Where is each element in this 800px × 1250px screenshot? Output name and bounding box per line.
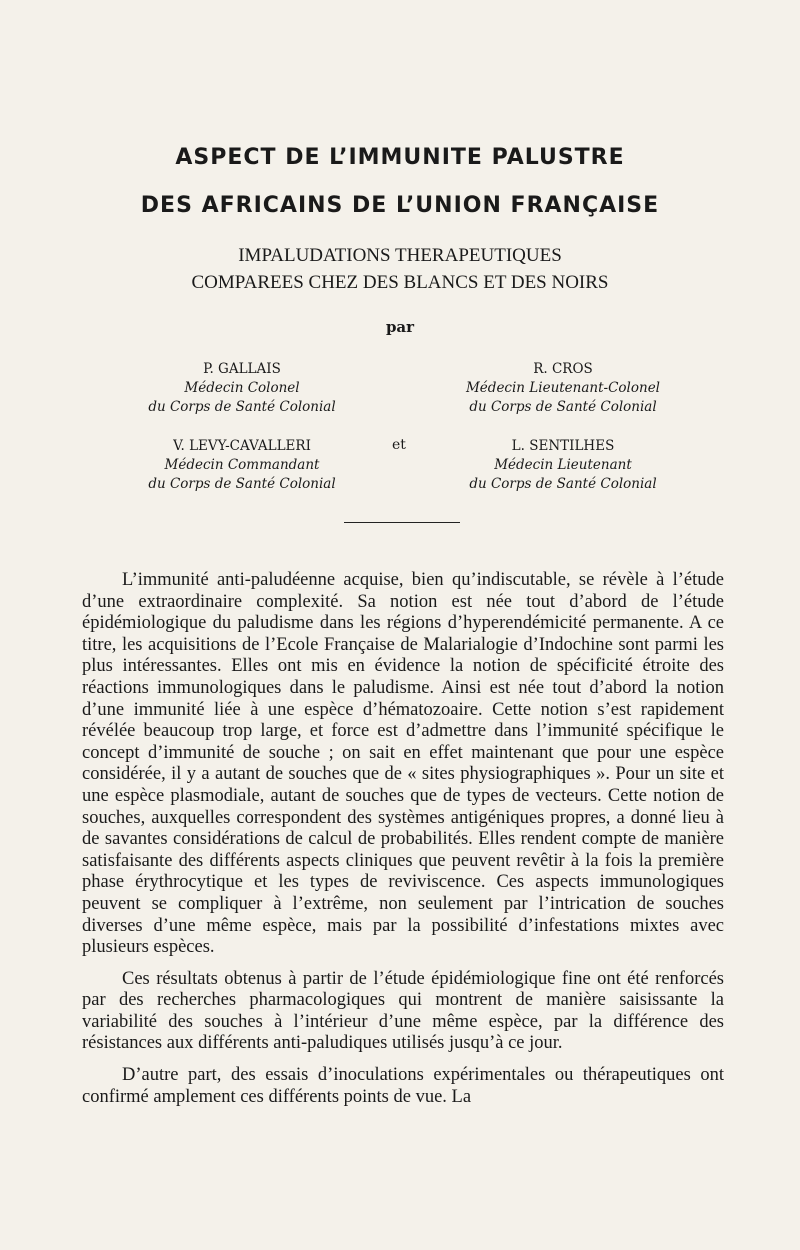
subtitle-line-1: IMPALUDATIONS THERAPEUTIQUES: [238, 245, 562, 266]
body-paragraph: D’autre part, des essais d’inoculations expérimentales ou thérapeutiques ont confirmé amplement ces différents points de vue. La: [82, 1065, 724, 1107]
author-corps: du Corps de Santé Colonial: [148, 476, 336, 492]
author-block: [433, 437, 693, 494]
by-label: par: [385, 318, 415, 336]
body-paragraph: L’immunité anti-paludéenne acquise, bien qu’indiscutable, se révèle à l’étude d’une extraordinaire complexité. Sa notion est née tout d’abord de l’étude épidémiologique du paludisme dans les régions d’hyperendémicité permanente. A ce titre, les acquisitions de l’Ecole Française de Malarialogie d’Indochine sont parmi les plus intéressantes. Elles ont mis en évidence la notion de spécificité étroite des réactions immunologiques dans le paludisme. Ainsi est née tout d’abord la notion d’une immunité liée à une espèce d’hématozoaire. Cette notion s’est rapidement révélée beaucoup trop large, et force est d’admettre dans l’immunité spécifique le concept d’immunité de souche ; on sait en effet maintenant que pour une espèce considérée, il y a autant de souches que de « sites physiographiques ». Pour un site et une espèce plasmodiale, autant de souches que de types de vecteurs. Cette notion de souches, auxquelles correspondent des systèmes antigéniques propres, a donné lieu à de savantes considérations de calcul de probabilités. Elles rendent compte de manière satisfaisante des différents aspects cliniques que peuvent revêtir à la fois la première phase érythrocytique et les types de reviviscence. Ces aspects immunologiques peuvent se compliquer à l’extrême, non seulement par l’intrication de souches diverses d’une même espèce, mais par la possibilité d’infestations mixtes avec plusieurs espèces.: [82, 570, 724, 958]
conjunction-et: et: [392, 437, 406, 453]
author-block: [112, 360, 372, 417]
author-name: R. CROS: [533, 361, 593, 377]
author-name: L. SENTILHES: [511, 438, 615, 454]
title-line-2: DES AFRICAINS DE L’UNION FRANÇAISE: [140, 193, 660, 218]
body-paragraph: Ces résultats obtenus à partir de l’étude épidémiologique fine ont été renforcés par des recherches pharmacologiques qui montrent de manière saisissante la variabilité des souches à l’intérieur d’une même espèce, par la différence des résistances aux différents anti-paludiques utilisés jusqu’à ce jour.: [82, 968, 724, 1054]
author-corps: du Corps de Santé Colonial: [469, 476, 657, 492]
subtitle-line-2: COMPAREES CHEZ DES BLANCS ET DES NOIRS: [191, 272, 609, 293]
author-corps: du Corps de Santé Colonial: [148, 399, 336, 415]
author-rank: Médecin Colonel: [184, 380, 300, 396]
section-divider: [344, 522, 460, 523]
author-rank: Médecin Lieutenant-Colonel: [465, 380, 661, 396]
author-block: [112, 437, 372, 494]
author-name: V. LEVY-CAVALLERI: [173, 438, 311, 454]
author-block: [433, 360, 693, 417]
author-rank: Médecin Lieutenant: [494, 457, 632, 473]
article-body: [82, 570, 724, 1118]
author-rank: Médecin Commandant: [164, 457, 320, 473]
author-corps: du Corps de Santé Colonial: [469, 399, 657, 415]
title-line-1: ASPECT DE L’IMMUNITE PALUSTRE: [175, 145, 625, 170]
author-name: P. GALLAIS: [203, 361, 281, 377]
